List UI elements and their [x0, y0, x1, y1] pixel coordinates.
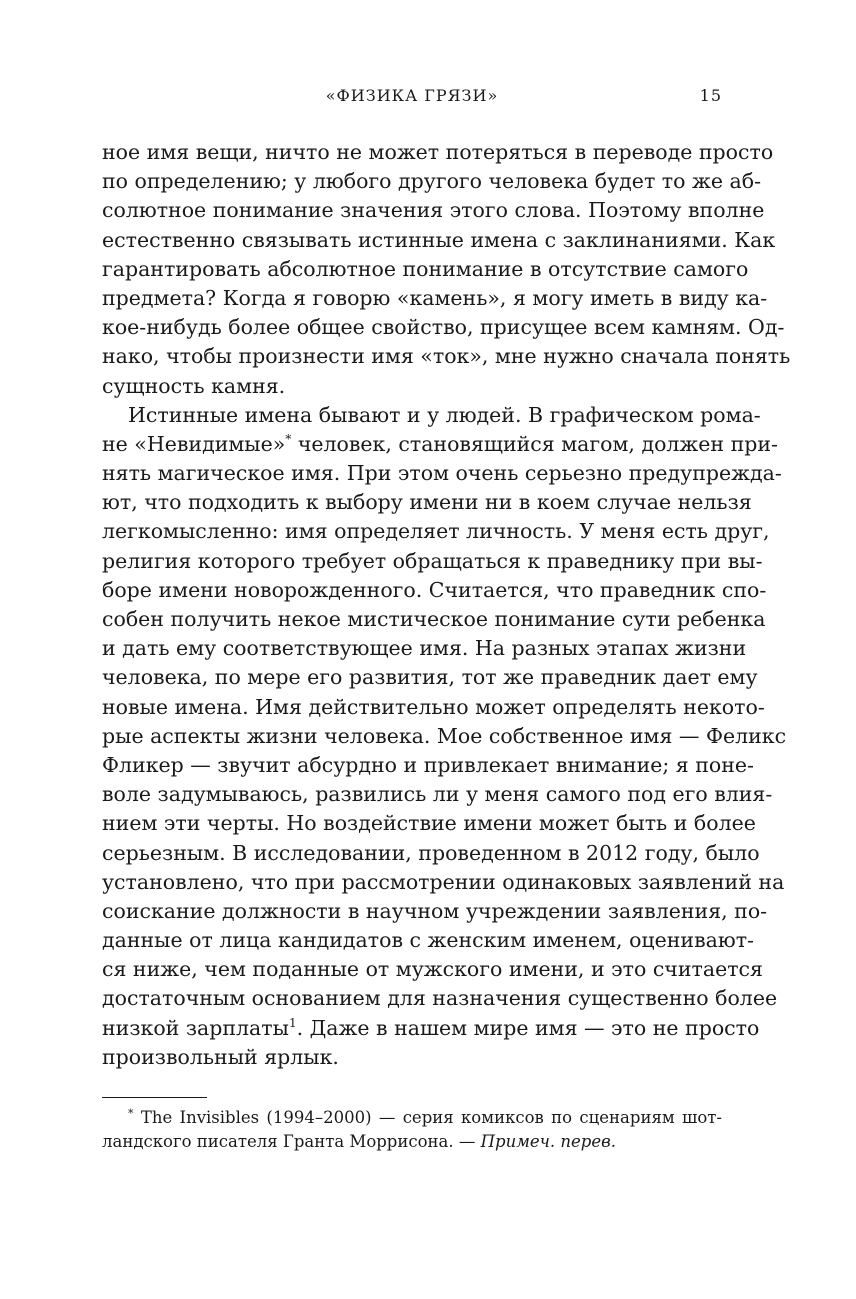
footnote-marker: * — [128, 1107, 134, 1120]
text-line: боре имени новорожденного. Считается, что праведник спо- — [102, 577, 767, 602]
page-header — [102, 86, 722, 108]
text-segment: . Даже в нашем мире имя — это не просто — [296, 1015, 760, 1040]
text-line: Фликер — звучит абсурдно и привлекает внимание; я поне- — [102, 752, 754, 777]
footnote — [102, 1106, 722, 1154]
text-line: ют, что подходить к выбору имени ни в коем случае нельзя — [102, 490, 752, 515]
text-line: серьезным. В исследовании, проведенном в 2012 году, было — [102, 840, 760, 865]
text-line: солютное понимание значения этого слова. Поэтому вполне — [102, 198, 765, 223]
text-line: данные от лица кандидатов с женским именем, оценивают- — [102, 928, 754, 953]
text-line: нять магическое имя. При этом очень серьезно предупрежда- — [102, 461, 782, 486]
text-line: нием эти черты. Но воздействие имени может быть и более — [102, 811, 756, 836]
text-line: сущность камня. — [102, 373, 286, 398]
running-title: «ФИЗИКА ГРЯЗИ» — [325, 86, 499, 105]
text-line: предмета? Когда я говорю «камень», я могу иметь в виду ка- — [102, 285, 768, 310]
text-line: новые имена. Имя действительно может определять некото- — [102, 694, 765, 719]
text-line — [102, 430, 778, 459]
text-line: рые аспекты жизни человека. Мое собственное имя — Феликс — [102, 723, 787, 748]
text-line: достаточным основанием для назначения существенно более — [102, 986, 778, 1011]
text-line: человека, по мере его развития, тот же праведник дает ему — [102, 665, 758, 690]
text-segment: низкой зарплаты — [102, 1015, 289, 1040]
text-line: и дать ему соответствующее имя. На разных этапах жизни — [102, 636, 747, 661]
text-line: ное имя вещи, ничто не может потеряться в переводе просто — [102, 140, 774, 164]
text-line: естественно связывать истинные имена с заклинаниями. Как — [102, 227, 776, 252]
text-segment: человек, становящийся магом, должен при- — [291, 431, 778, 456]
text-line: соискание должности в научном учреждении заявления, по- — [102, 898, 768, 923]
footnote-line — [102, 1106, 722, 1130]
text-line: установлено, что при рассмотрении одинаковых заявлений на — [102, 869, 785, 894]
text-line: гарантировать абсолютное понимание в отсутствие самого — [102, 256, 749, 281]
text-line: Истинные имена бывают и у людей. В графическом рома- — [128, 402, 761, 427]
text-line — [102, 1014, 760, 1043]
text-line: кое-нибудь более общее свойство, присущее всем камням. Од- — [102, 315, 785, 340]
text-line: легкомысленно: имя определяет личность. У меня есть друг, — [102, 519, 770, 544]
text-line: произвольный ярлык. — [102, 1044, 339, 1069]
translator-note: Примеч. перев. — [480, 1132, 616, 1151]
text-line: собен получить некое мистическое понимание сути ребенка — [102, 607, 766, 631]
text-line: религия которого требует обращаться к праведнику при вы- — [102, 548, 763, 573]
page-number: 15 — [699, 86, 722, 105]
text-line: ся ниже, чем поданные от мужского имени, и это считается — [102, 957, 763, 982]
body-text — [102, 138, 791, 1072]
footnote-text: ландского писателя Гранта Моррисона. — — [102, 1132, 481, 1151]
footnote-line — [102, 1130, 722, 1154]
footnote-marker: 1 — [288, 1015, 297, 1030]
footnote-text: The Invisibles (1994–2000) — серия комиксов по сценариям шот- — [133, 1108, 722, 1127]
text-line: нако, чтобы произнести имя «ток», мне нужно сначала понять — [102, 344, 791, 369]
text-line: по определению; у любого другого человека будет то же аб- — [102, 169, 761, 194]
text-segment: не «Невидимые» — [102, 431, 286, 456]
footnote-marker: * — [285, 431, 292, 446]
footnote-divider — [102, 1097, 207, 1098]
text-line: воле задумываюсь, развились ли у меня самого под его влия- — [102, 782, 773, 807]
